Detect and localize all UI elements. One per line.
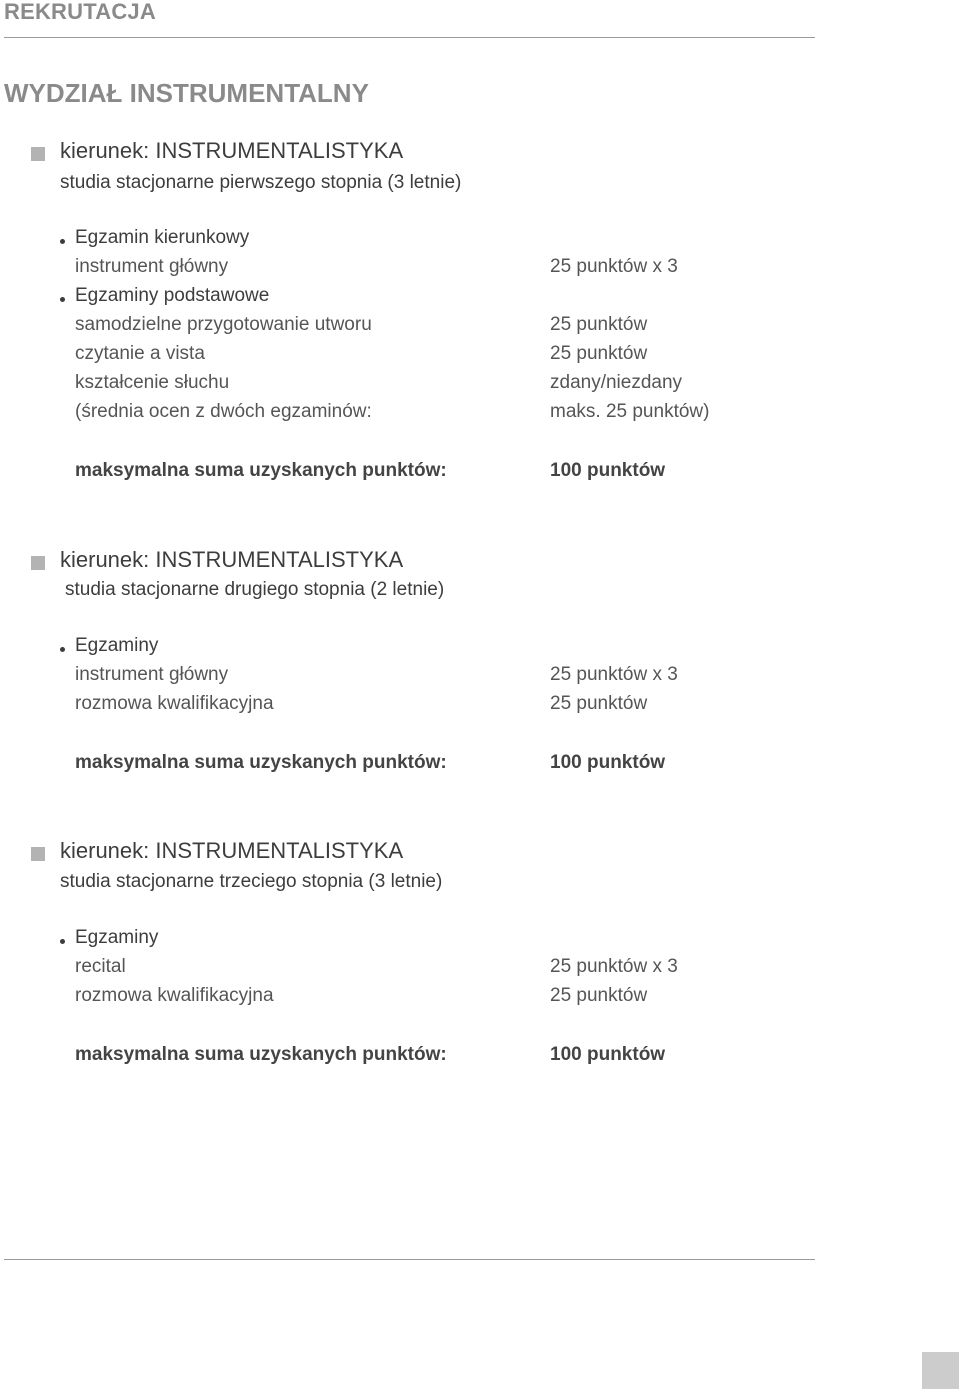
- section-subheading: studia stacjonarne trzeciego stopnia (3 letnie): [60, 871, 443, 892]
- exam-item-label: rozmowa kwalifikacyjna: [75, 985, 274, 1006]
- total-points-label: maksymalna suma uzyskanych punktów:: [75, 1044, 447, 1065]
- bullet-icon: [60, 297, 65, 302]
- exam-group-label: Egzaminy: [75, 635, 159, 656]
- exam-item-value: 25 punktów: [550, 314, 648, 335]
- exam-item-label: kształcenie słuchu: [75, 372, 230, 393]
- exam-group-label: Egzamin kierunkowy: [75, 227, 250, 248]
- total-points-row: [0, 460, 960, 489]
- exam-item-value: 25 punktów x 3: [550, 956, 678, 977]
- exam-group-label: Egzaminy: [75, 927, 159, 948]
- exam-item-row: [0, 256, 960, 285]
- bullet-icon: [60, 239, 65, 244]
- department-title: WYDZIAŁ INSTRUMENTALNY: [4, 78, 369, 108]
- exam-item-label: instrument główny: [75, 256, 229, 277]
- exam-group-title: [0, 227, 960, 256]
- section-subheading: studia stacjonarne drugiego stopnia (2 letnie): [65, 579, 445, 600]
- exam-item-value: 25 punktów: [550, 343, 648, 364]
- exam-item-row: [0, 314, 960, 343]
- total-points-value: 100 punktów: [550, 1044, 666, 1065]
- exam-item-row: [0, 985, 960, 1014]
- exam-item-label: czytanie a vista: [75, 343, 205, 364]
- exam-item-label: (średnia ocen z dwóch egzaminów:: [75, 401, 372, 422]
- exam-group-title: [0, 285, 960, 314]
- bottom-divider: [4, 1259, 815, 1260]
- total-points-label: maksymalna suma uzyskanych punktów:: [75, 460, 447, 481]
- exam-item-value: maks. 25 punktów): [550, 401, 710, 422]
- page-header-title: REKRUTACJA: [4, 0, 156, 24]
- total-points-row: [0, 1044, 960, 1073]
- exam-item-row: [0, 693, 960, 722]
- exam-group-label: Egzaminy podstawowe: [75, 285, 270, 306]
- exam-item-label: instrument główny: [75, 664, 229, 685]
- top-divider: [4, 37, 815, 38]
- exam-item-row: [0, 956, 960, 985]
- exam-item-row: [0, 664, 960, 693]
- exam-item-value: 25 punktów: [550, 985, 648, 1006]
- section-square-icon: [31, 147, 45, 161]
- section-square-icon: [31, 847, 45, 861]
- section-heading: kierunek: INSTRUMENTALISTYKA: [60, 838, 404, 863]
- total-points-row: [0, 752, 960, 781]
- exam-item-row: [0, 372, 960, 401]
- exam-item-label: recital: [75, 956, 126, 977]
- total-points-value: 100 punktów: [550, 752, 666, 773]
- exam-item-row: [0, 401, 960, 430]
- bullet-icon: [60, 939, 65, 944]
- bullet-icon: [60, 647, 65, 652]
- exam-item-value: 25 punktów x 3: [550, 256, 678, 277]
- exam-item-label: rozmowa kwalifikacyjna: [75, 693, 274, 714]
- section-subheading: studia stacjonarne pierwszego stopnia (3 letnie): [60, 172, 462, 193]
- section-square-icon: [31, 556, 45, 570]
- section-heading: kierunek: INSTRUMENTALISTYKA: [60, 138, 404, 163]
- exam-group-title: [0, 927, 960, 956]
- total-points-value: 100 punktów: [550, 460, 666, 481]
- exam-item-row: [0, 343, 960, 372]
- exam-item-value: zdany/niezdany: [550, 372, 683, 393]
- section-heading: kierunek: INSTRUMENTALISTYKA: [60, 547, 404, 572]
- exam-group-title: [0, 635, 960, 664]
- page-corner-tab: [922, 1352, 959, 1389]
- exam-item-label: samodzielne przygotowanie utworu: [75, 314, 372, 335]
- exam-item-value: 25 punktów: [550, 693, 648, 714]
- exam-item-value: 25 punktów x 3: [550, 664, 678, 685]
- total-points-label: maksymalna suma uzyskanych punktów:: [75, 752, 447, 773]
